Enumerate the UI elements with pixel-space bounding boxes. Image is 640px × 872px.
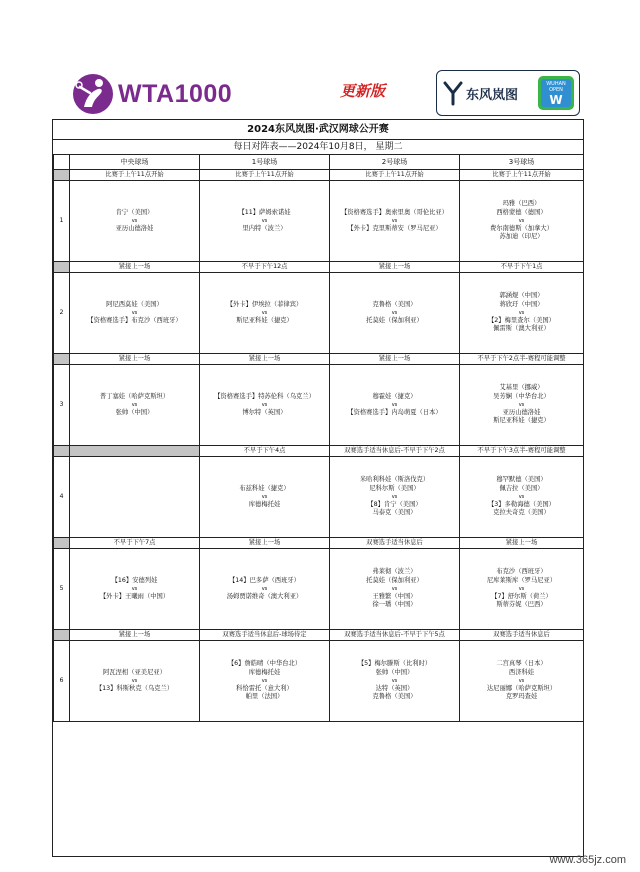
start-time-note: 不早于下午1点 bbox=[460, 262, 584, 273]
grey-band-cell bbox=[54, 170, 70, 181]
player-name: 阿尼西莫娃（美国） bbox=[106, 300, 163, 308]
player-name: 【7】舒尔斯（荷兰） bbox=[491, 592, 552, 600]
player-name: 斯尼亚科娃（捷克） bbox=[493, 417, 550, 425]
player-name: 汤姆贾诺维奇（澳大利亚） bbox=[226, 592, 303, 600]
player-name: 博尔特（英国） bbox=[242, 408, 287, 416]
match-order-number: 4 bbox=[54, 457, 70, 538]
match-order-number: 3 bbox=[54, 365, 70, 446]
court-header-row bbox=[54, 155, 584, 170]
start-time-note: 双赛选手适当休息后-不早于下午5点 bbox=[330, 630, 460, 641]
court-header: 2号球场 bbox=[330, 155, 460, 170]
player-name: 普丁塞娃（哈萨克斯坦） bbox=[99, 392, 170, 400]
start-time-row bbox=[54, 354, 584, 365]
start-time-note: 紧接上一场 bbox=[200, 354, 330, 365]
match-cell bbox=[70, 457, 200, 538]
start-time-row bbox=[54, 170, 584, 181]
player-name: 【5】梅尔滕斯（比利时） bbox=[357, 660, 432, 668]
court-header: 3号球场 bbox=[460, 155, 584, 170]
player-name: 达特（英国） bbox=[375, 684, 414, 692]
player-name: 玛雅（巴西） bbox=[502, 200, 541, 208]
player-name: 苏加迪（印尼） bbox=[499, 233, 544, 241]
blank-area bbox=[53, 722, 583, 856]
player-name: 【14】巴多萨（西班牙） bbox=[229, 576, 300, 584]
start-time-note: 双赛选手适当休息后-不早于下午2点 bbox=[330, 446, 460, 457]
match-cell bbox=[460, 365, 584, 446]
player-name: 【资格赛选手】特苏伦科（乌克兰） bbox=[214, 392, 315, 400]
match-cell bbox=[460, 181, 584, 262]
vs-label: vs bbox=[131, 217, 138, 224]
player-name: 库德梅托娃 bbox=[248, 500, 281, 508]
match-cell bbox=[460, 549, 584, 630]
match-cell bbox=[460, 457, 584, 538]
player-name: 【2】梅里查尔（美国） bbox=[488, 316, 555, 324]
match-cell bbox=[330, 181, 460, 262]
player-name: 穆霍娃（捷克） bbox=[372, 392, 417, 400]
grey-band-cell bbox=[54, 446, 70, 457]
update-badge: 更新版 bbox=[340, 82, 386, 100]
player-name: 西济科娃 bbox=[508, 668, 535, 676]
player-name: 托莫娃（保加利亚） bbox=[366, 576, 423, 584]
start-time-note: 紧接上一场 bbox=[330, 354, 460, 365]
tournament-badge bbox=[538, 76, 574, 110]
court-header: 1号球场 bbox=[200, 155, 330, 170]
match-cell bbox=[70, 549, 200, 630]
match-cell bbox=[330, 273, 460, 354]
player-name: 吴芳娴（中华台北） bbox=[493, 392, 550, 400]
match-cell bbox=[330, 641, 460, 722]
player-name: 布克沙（西班牙） bbox=[496, 568, 547, 576]
start-time-note: 双赛选手适当休息后 bbox=[330, 538, 460, 549]
start-time-note bbox=[70, 446, 200, 457]
player-name: 佩吉拉（美国） bbox=[499, 484, 544, 492]
vs-label: vs bbox=[391, 585, 398, 592]
start-time-note: 不早于下午12点 bbox=[200, 262, 330, 273]
player-name: 王雅繁（中国） bbox=[372, 592, 417, 600]
schedule-subtitle: 每日对阵表——2024年10月8日， 星期二 bbox=[53, 139, 583, 155]
start-time-row bbox=[54, 538, 584, 549]
player-name: 阿瓦涅相（亚美尼亚） bbox=[103, 668, 166, 676]
vs-label: vs bbox=[391, 401, 398, 408]
vs-label: vs bbox=[518, 217, 525, 224]
player-name: 尼库莱斯库（罗马尼亚） bbox=[486, 576, 557, 584]
match-cell bbox=[70, 181, 200, 262]
player-name: 米哈利科娃（斯洛伐克） bbox=[359, 476, 430, 484]
vs-label: vs bbox=[261, 401, 268, 408]
player-name: 斯蒂芬妮（巴西） bbox=[496, 601, 547, 609]
start-time-note: 不早于下午3点半-赛程可能调整 bbox=[460, 446, 584, 457]
player-name: 【外卡】王曦雨（中国） bbox=[99, 592, 170, 600]
start-time-note: 紧接上一场 bbox=[460, 538, 584, 549]
sponsor-logo bbox=[436, 70, 580, 116]
watermark: www.365jz.com bbox=[549, 854, 626, 866]
player-name: 克鲁格（美国） bbox=[372, 693, 417, 701]
vs-label: vs bbox=[261, 217, 268, 224]
player-name: 【11】萨姆索诺娃 bbox=[238, 208, 291, 216]
player-name: 【16】安德列娃 bbox=[111, 576, 158, 584]
match-cell bbox=[70, 273, 200, 354]
corner-cell bbox=[54, 155, 70, 170]
player-name: 弗莱彻（波兰） bbox=[372, 568, 417, 576]
start-time-note: 比赛于上午11点开始 bbox=[70, 170, 200, 181]
start-time-note: 比赛于上午11点开始 bbox=[200, 170, 330, 181]
player-name: 斯尼亚科娃（捷克） bbox=[236, 316, 293, 324]
match-order-number: 5 bbox=[54, 549, 70, 630]
vs-label: vs bbox=[131, 677, 138, 684]
match-cell bbox=[70, 641, 200, 722]
match-cell bbox=[460, 641, 584, 722]
match-order-number: 1 bbox=[54, 181, 70, 262]
vs-label: vs bbox=[261, 677, 268, 684]
vs-label: vs bbox=[391, 493, 398, 500]
vs-label: vs bbox=[391, 217, 398, 224]
match-cell bbox=[200, 273, 330, 354]
match-cell bbox=[330, 365, 460, 446]
start-time-row bbox=[54, 630, 584, 641]
vs-label: vs bbox=[261, 493, 268, 500]
tennis-player-icon bbox=[72, 73, 114, 115]
player-name: 【资格赛选手】内岛萌夏（日本） bbox=[347, 408, 442, 416]
player-name: 二宫真琴（日本） bbox=[496, 660, 547, 668]
match-row bbox=[54, 457, 584, 538]
start-time-note: 双赛选手适当休息后-球场待定 bbox=[200, 630, 330, 641]
match-cell bbox=[200, 365, 330, 446]
match-cell bbox=[200, 181, 330, 262]
player-name: 佩雷斯（澳大利亚） bbox=[493, 325, 550, 333]
start-time-note: 紧接上一场 bbox=[330, 262, 460, 273]
player-name: 里内特（波兰） bbox=[242, 224, 287, 232]
player-name: 【3】多勒海德（美国） bbox=[488, 500, 555, 508]
player-name: 【资格赛选手】布克沙（西班牙） bbox=[87, 316, 182, 324]
start-time-row bbox=[54, 446, 584, 457]
player-name: 尼科尔斯（美国） bbox=[369, 484, 420, 492]
match-cell bbox=[330, 457, 460, 538]
vs-label: vs bbox=[131, 309, 138, 316]
grey-band-cell bbox=[54, 630, 70, 641]
vs-label: vs bbox=[518, 401, 525, 408]
tournament-title: 2024东风岚图·武汉网球公开赛 bbox=[247, 124, 389, 135]
player-name: 马泰克（美国） bbox=[372, 509, 417, 517]
vs-label: vs bbox=[518, 309, 525, 316]
logo-text: WTA1000 bbox=[118, 79, 233, 108]
start-time-note: 不早于下午7点 bbox=[70, 538, 200, 549]
court-header: 中央球场 bbox=[70, 155, 200, 170]
player-name: 张帅（中国） bbox=[115, 408, 154, 416]
match-row bbox=[54, 641, 584, 722]
player-name: 西格蒙德（德国） bbox=[496, 208, 547, 216]
player-name: 穆罕默德（美国） bbox=[496, 476, 547, 484]
schedule-table bbox=[53, 154, 584, 722]
player-name: 费尔南德斯（加拿大） bbox=[490, 224, 553, 232]
player-name: 克罗玛查娃 bbox=[505, 693, 538, 701]
vs-label: vs bbox=[131, 401, 138, 408]
player-name: 艾基里（挪威） bbox=[499, 384, 544, 392]
vs-label: vs bbox=[131, 585, 138, 592]
player-name: 郭涵煜（中国） bbox=[499, 292, 544, 300]
match-row bbox=[54, 273, 584, 354]
vs-label: vs bbox=[391, 677, 398, 684]
start-time-note: 比赛于上午11点开始 bbox=[460, 170, 584, 181]
player-name: 布兹科娃（捷克） bbox=[239, 484, 290, 492]
player-name: 肯宁（美国） bbox=[115, 208, 154, 216]
start-time-note: 紧接上一场 bbox=[200, 538, 330, 549]
match-order-number: 2 bbox=[54, 273, 70, 354]
match-row bbox=[54, 365, 584, 446]
player-name: 克鲁格（美国） bbox=[372, 300, 417, 308]
match-cell bbox=[200, 549, 330, 630]
match-row bbox=[54, 549, 584, 630]
player-name: 库德梅托娃 bbox=[248, 668, 281, 676]
vs-label: vs bbox=[518, 493, 525, 500]
player-name: 克拉夫奇克（美国） bbox=[493, 509, 550, 517]
player-name: 托莫娃（保加利亚） bbox=[366, 316, 423, 324]
sponsor-emblem-icon bbox=[443, 80, 463, 106]
player-name: 科恰雷托（意大利） bbox=[236, 684, 293, 692]
order-of-play-sheet bbox=[52, 119, 584, 857]
start-time-note: 紧接上一场 bbox=[70, 630, 200, 641]
start-time-row bbox=[54, 262, 584, 273]
vs-label: vs bbox=[518, 677, 525, 684]
wta-logo bbox=[72, 72, 232, 116]
player-name: 张帅（中国） bbox=[375, 668, 414, 676]
match-cell bbox=[330, 549, 460, 630]
grey-band-cell bbox=[54, 538, 70, 549]
match-cell bbox=[200, 641, 330, 722]
tournament-w-icon: W bbox=[549, 93, 563, 107]
player-name: 【外卡】克里斯蒂安（罗马尼亚） bbox=[347, 224, 442, 232]
start-time-note: 紧接上一场 bbox=[70, 262, 200, 273]
match-row bbox=[54, 181, 584, 262]
start-time-note: 双赛选手适当休息后 bbox=[460, 630, 584, 641]
match-cell bbox=[460, 273, 584, 354]
player-name: 【资格赛选手】奥索里奥（哥伦比亚） bbox=[340, 208, 449, 216]
match-order-number: 6 bbox=[54, 641, 70, 722]
grey-band-cell bbox=[54, 354, 70, 365]
start-time-note: 不早于下午4点 bbox=[200, 446, 330, 457]
player-name: 亚历山德洛娃 bbox=[115, 224, 154, 232]
vs-label: vs bbox=[261, 585, 268, 592]
player-name: 达尼丽娜（哈萨克斯坦） bbox=[486, 684, 557, 692]
player-name: 蒋欣玗（中国） bbox=[499, 300, 544, 308]
sponsor-name: 东风岚图 bbox=[466, 87, 519, 103]
vs-label: vs bbox=[261, 309, 268, 316]
player-name: 徐一璠（中国） bbox=[372, 601, 417, 609]
vs-label: vs bbox=[391, 309, 398, 316]
start-time-note: 比赛于上午11点开始 bbox=[330, 170, 460, 181]
grey-band-cell bbox=[54, 262, 70, 273]
player-name: 【8】肯宁（美国） bbox=[367, 500, 422, 508]
player-name: 【外卡】伊埃拉（菲律宾） bbox=[226, 300, 303, 308]
tournament-badge-text: WUHAN OPEN bbox=[546, 81, 566, 93]
vs-label: vs bbox=[518, 585, 525, 592]
player-name: 【13】科斯秋克（乌克兰） bbox=[95, 684, 174, 692]
match-cell bbox=[70, 365, 200, 446]
player-name: 【6】詹皓晴（中华台北） bbox=[227, 660, 302, 668]
header bbox=[0, 0, 640, 118]
match-cell bbox=[200, 457, 330, 538]
player-name: 亚历山德洛娃 bbox=[502, 408, 541, 416]
start-time-note: 不早于下午2点半-赛程可能调整 bbox=[460, 354, 584, 365]
player-name: 帕里（法国） bbox=[245, 693, 284, 701]
start-time-note: 紧接上一场 bbox=[70, 354, 200, 365]
